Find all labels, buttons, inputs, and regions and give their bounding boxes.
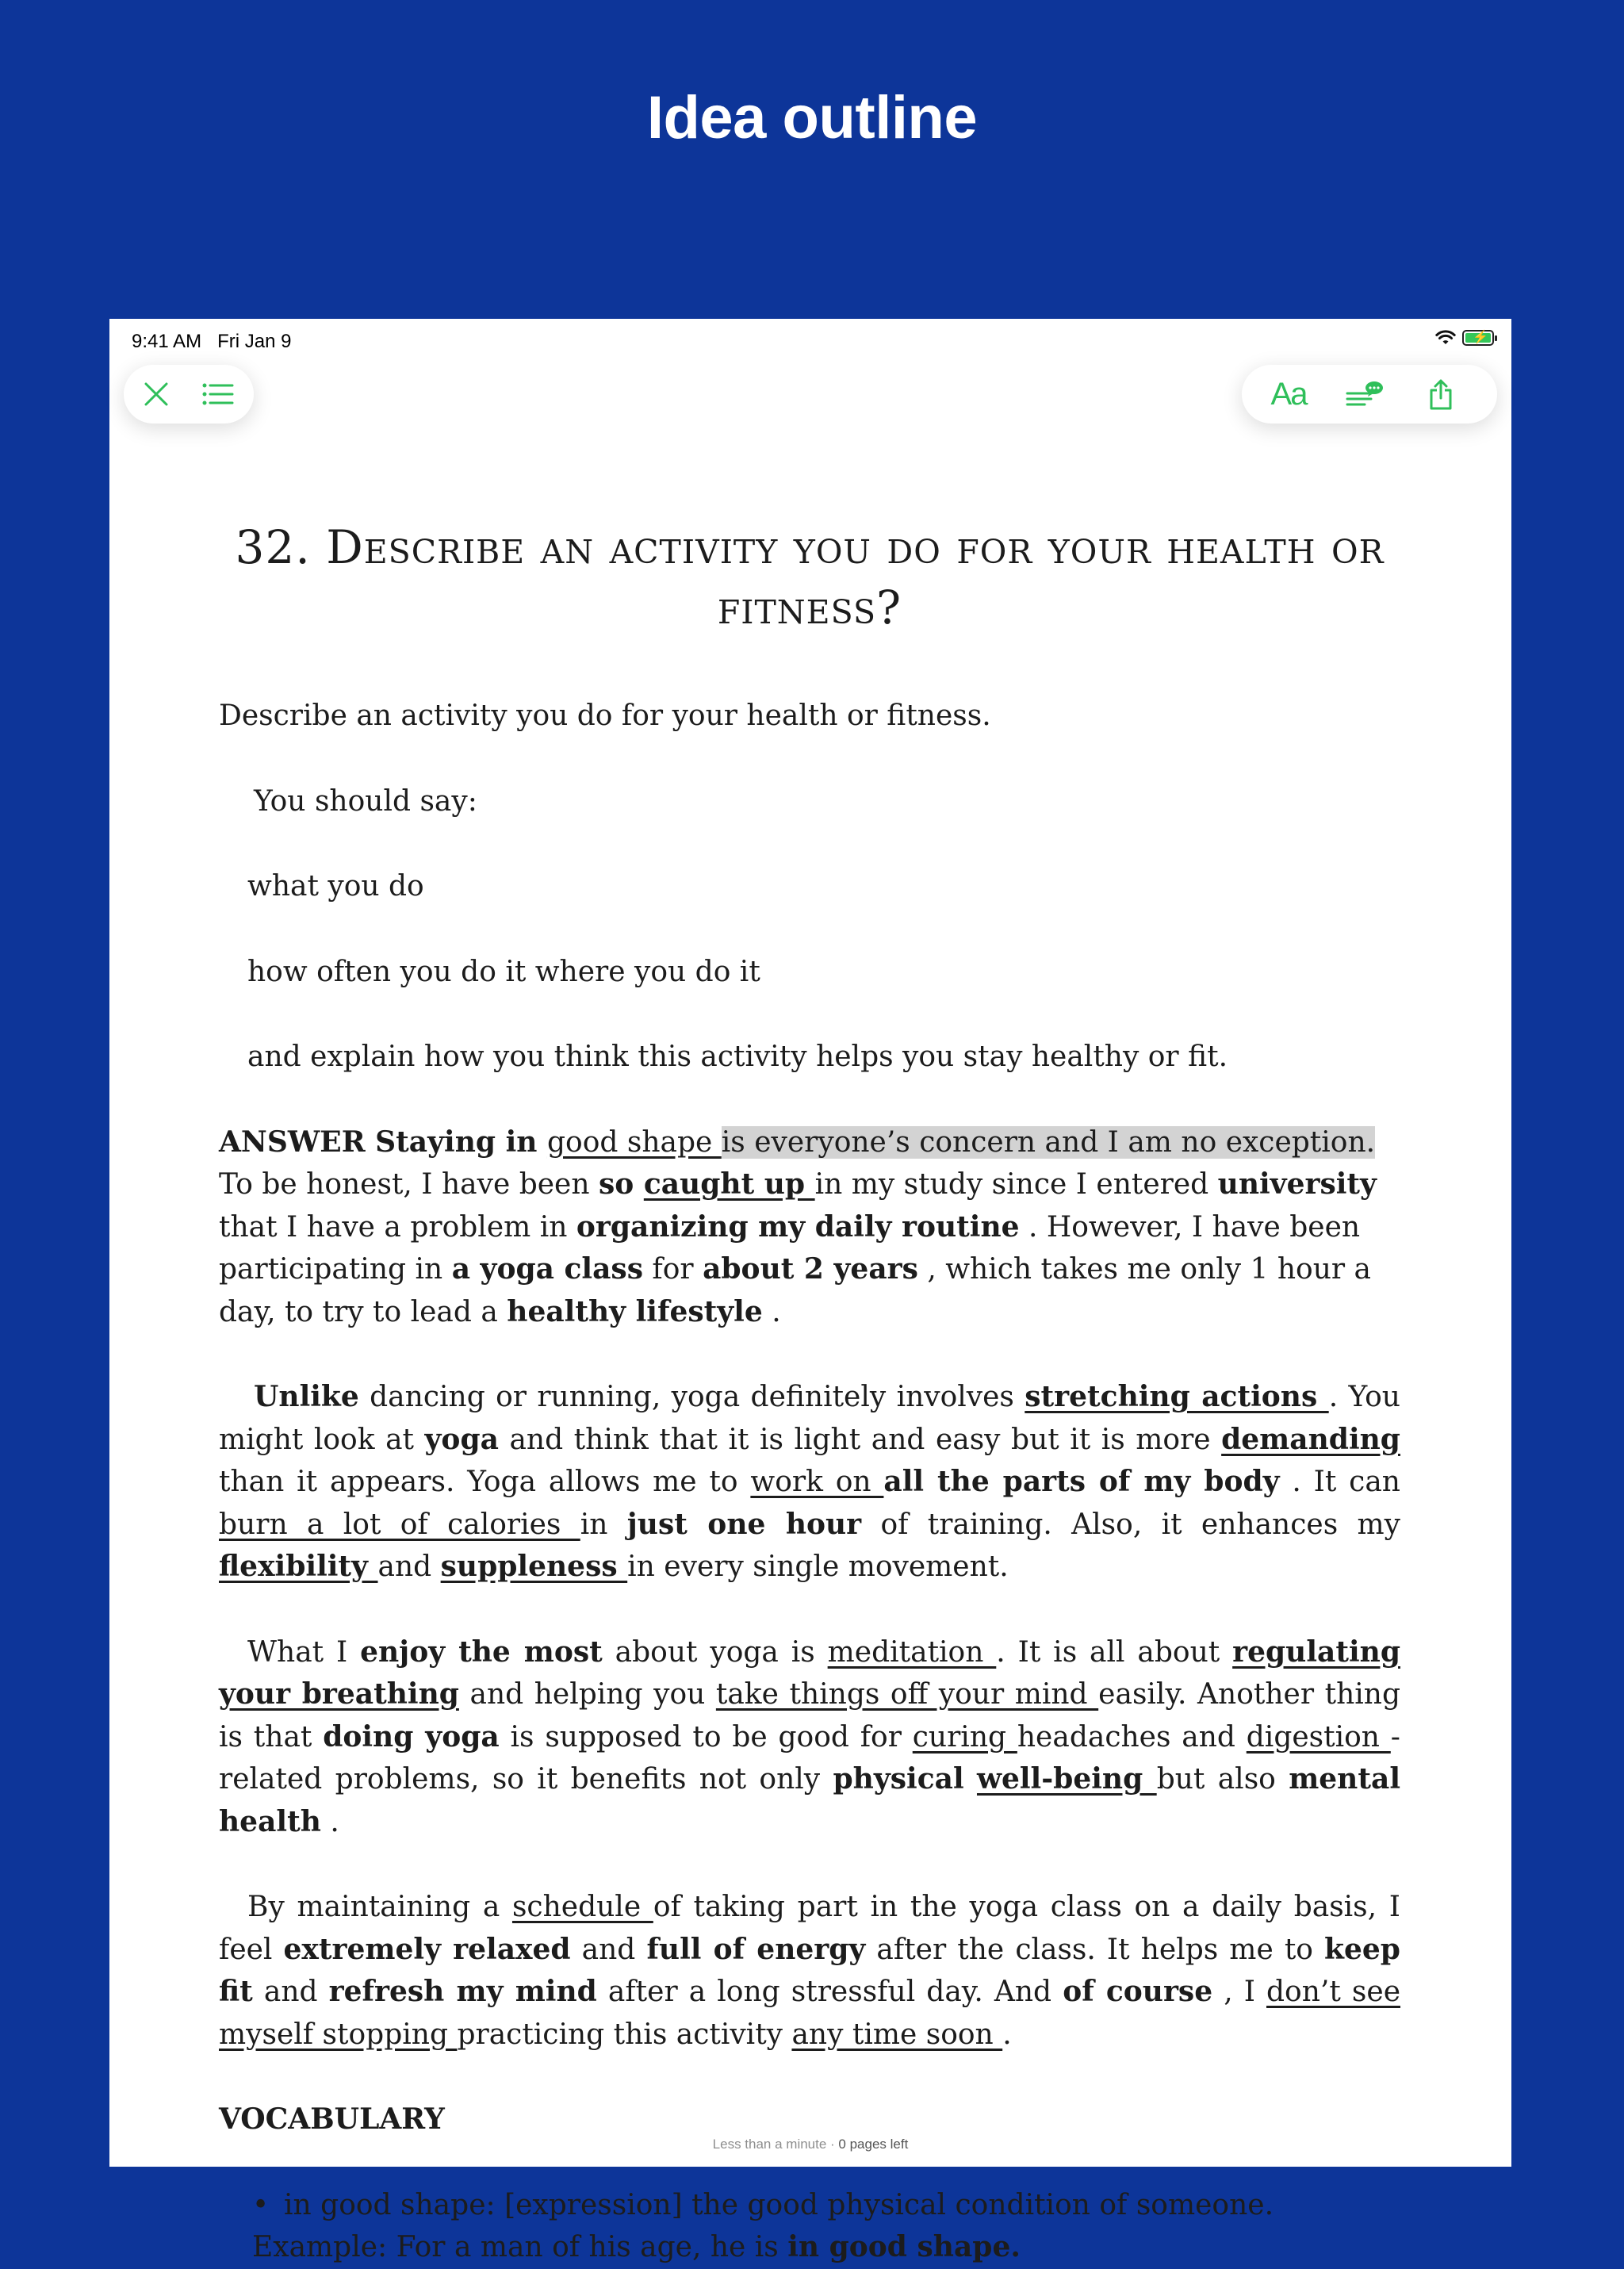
share-button[interactable]: [1411, 365, 1470, 424]
font-size-icon: Aa: [1270, 376, 1307, 412]
status-bar: [109, 319, 1511, 363]
status-icons: [1435, 330, 1494, 346]
answer-paragraph-4[interactable]: By maintaining a schedule of taking part in the yoga class on a daily basis, I feel extremely relaxed and full of energy after the class. It helps me to keep fit and refresh my mind after a long stressful day. And of course , I don’t see myself stopping practicing this activity any time soon .: [219, 1891, 1400, 2051]
toolbar-left: [124, 365, 254, 424]
toolbar-right: [1242, 365, 1497, 424]
vocabulary-item[interactable]: • in good shape: [expression] the good physical condition of someone. Example: For a man of his age, he is in good shape.: [219, 2184, 1400, 2269]
table-of-contents-button[interactable]: [189, 365, 247, 424]
close-button[interactable]: [127, 365, 186, 424]
status-time: 9:41 AM Fri Jan 9: [132, 331, 292, 352]
reader-screen: [109, 319, 1511, 2263]
book-content: [219, 517, 1400, 2269]
answer-paragraph-2[interactable]: Unlike dancing or running, yoga definitely involves stretching actions . You might look at yoga and think that it is light and easy but it is more demanding than it appears. Yoga allows me to work on all the parts of my body . It can burn a lot of calories in just one hour of training. Also, it enhances my flexibility and suppleness in every single movement.: [219, 1380, 1400, 1583]
battery-icon: ⚡: [1462, 330, 1494, 346]
close-icon: [143, 381, 170, 408]
appearance-button[interactable]: [1259, 365, 1318, 424]
annotations-button[interactable]: [1335, 365, 1394, 424]
answer-paragraph-3[interactable]: What I enjoy the most about yoga is meditation . It is all about regulating your breathing and helping you take things off your mind easily. Another thing is that doing yoga is supposed to be good for curing headaches and digestion -related problems, so it benefits not only physical well-being but also mental health .: [219, 1635, 1400, 1838]
notes-bubble-icon: [1346, 381, 1384, 408]
cue-item-3: and explain how you think this activity helps you stay healthy or fit.: [247, 1041, 1228, 1073]
should-say-text: You should say:: [254, 784, 477, 818]
reading-progress: Less than a minute · 0 pages left: [712, 2137, 909, 2152]
highlighted-text: is everyone’s concern and I am no exception.: [721, 1125, 1376, 1159]
list-icon: [202, 382, 234, 406]
bullet-icon: •: [252, 2188, 270, 2221]
cue-item-1: what you do: [247, 870, 424, 903]
chapter-title: 32. Describe an activity you do for your health or fitness?: [235, 520, 1385, 634]
cue-item-2: how often you do it where you do it: [247, 955, 760, 988]
answer-paragraph-1[interactable]: ANSWER Staying in good shape is everyone’s concern and I am no exception. To be honest, I have been so caught up in my study since I entered university that I have a problem in organizing my daily routine . However, I have been participating in a yoga class for about 2 years , which takes me only 1 hour a day, to try to lead a healthy lifestyle .: [219, 1125, 1377, 1328]
prompt-text: Describe an activity you do for your health or fitness.: [219, 699, 991, 732]
vocabulary-heading: VOCABULARY: [219, 2102, 445, 2136]
share-icon: [1429, 378, 1453, 410]
wifi-icon: [1435, 330, 1456, 346]
promo-title: Idea outline: [646, 84, 978, 151]
